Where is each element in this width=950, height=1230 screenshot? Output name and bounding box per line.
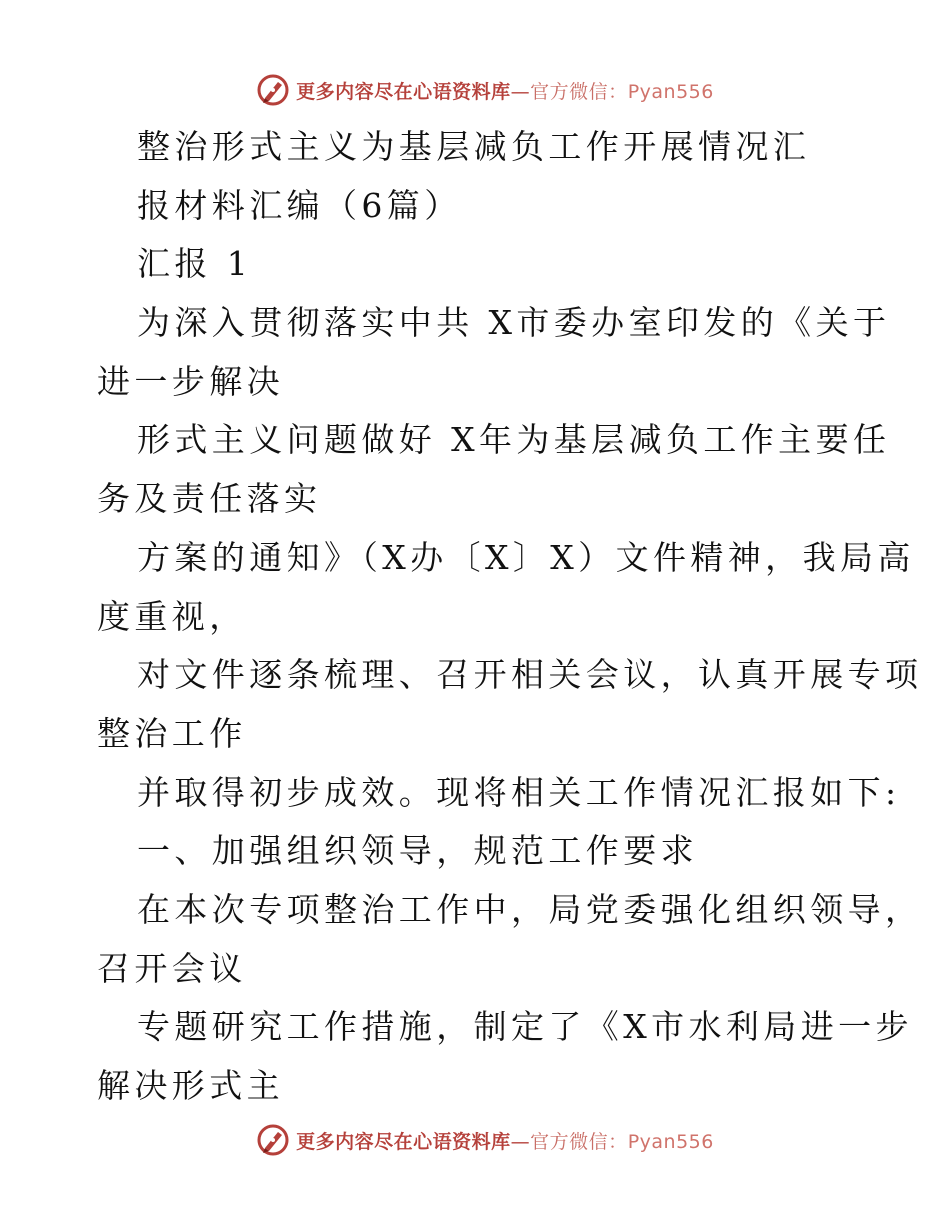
- body-line: 形式主义问题做好 X年为基层减负工作主要任: [137, 420, 891, 460]
- watermark-separator: —: [510, 1130, 531, 1153]
- header-watermark: [0, 70, 950, 110]
- section-heading: 汇报 1: [137, 244, 253, 284]
- watermark-wechat-label: 官方微信：: [530, 1130, 628, 1153]
- body-line: 召开会议: [97, 948, 247, 988]
- body-line: 在本次专项整治工作中，局党委强化组织领导，: [137, 889, 923, 929]
- watermark-text: [296, 77, 714, 104]
- document-title-line-1: 整治形式主义为基层减负工作开展情况汇: [137, 127, 811, 166]
- body-line: 并取得初步成效。现将相关工作情况汇报如下:: [137, 772, 901, 812]
- pen-logo-icon: [256, 1123, 290, 1157]
- watermark-group: [256, 73, 714, 107]
- body-line: 为深入贯彻落实中共 X市委办室印发的《关于: [137, 303, 891, 343]
- watermark-wechat-label: 官方微信：: [530, 80, 628, 103]
- body-line: 专题研究工作措施，制定了《X市水利局进一步: [137, 1007, 913, 1047]
- footer-watermark: [0, 1120, 950, 1160]
- body-line: 解决形式主: [97, 1066, 284, 1105]
- body-line: 进一步解决: [97, 361, 284, 401]
- watermark-main: 更多内容尽在心语资料库: [296, 1130, 511, 1153]
- body-line: 对文件逐条梳理、召开相关会议，认真开展专项: [137, 655, 923, 695]
- document-title-line-2: 报材料汇编（6篇）: [137, 185, 462, 225]
- body-line: 整治工作: [97, 713, 247, 753]
- subsection-heading: 一、加强组织领导，规范工作要求: [137, 831, 698, 871]
- body-line: 度重视，: [97, 596, 247, 636]
- body-line: 务及责任落实: [97, 479, 322, 519]
- watermark-main: 更多内容尽在心语资料库: [296, 80, 511, 103]
- watermark-wechat-id: Pyan556: [627, 80, 714, 103]
- body-line: 方案的通知》（X办〔X〕X）文件精神，我局高: [137, 537, 915, 577]
- watermark-separator: —: [510, 80, 531, 103]
- pen-logo-icon: [256, 73, 290, 107]
- watermark-wechat-id: Pyan556: [627, 1130, 714, 1153]
- document-body: [97, 118, 923, 1116]
- watermark-group: [256, 1123, 714, 1157]
- watermark-text: [296, 1127, 714, 1154]
